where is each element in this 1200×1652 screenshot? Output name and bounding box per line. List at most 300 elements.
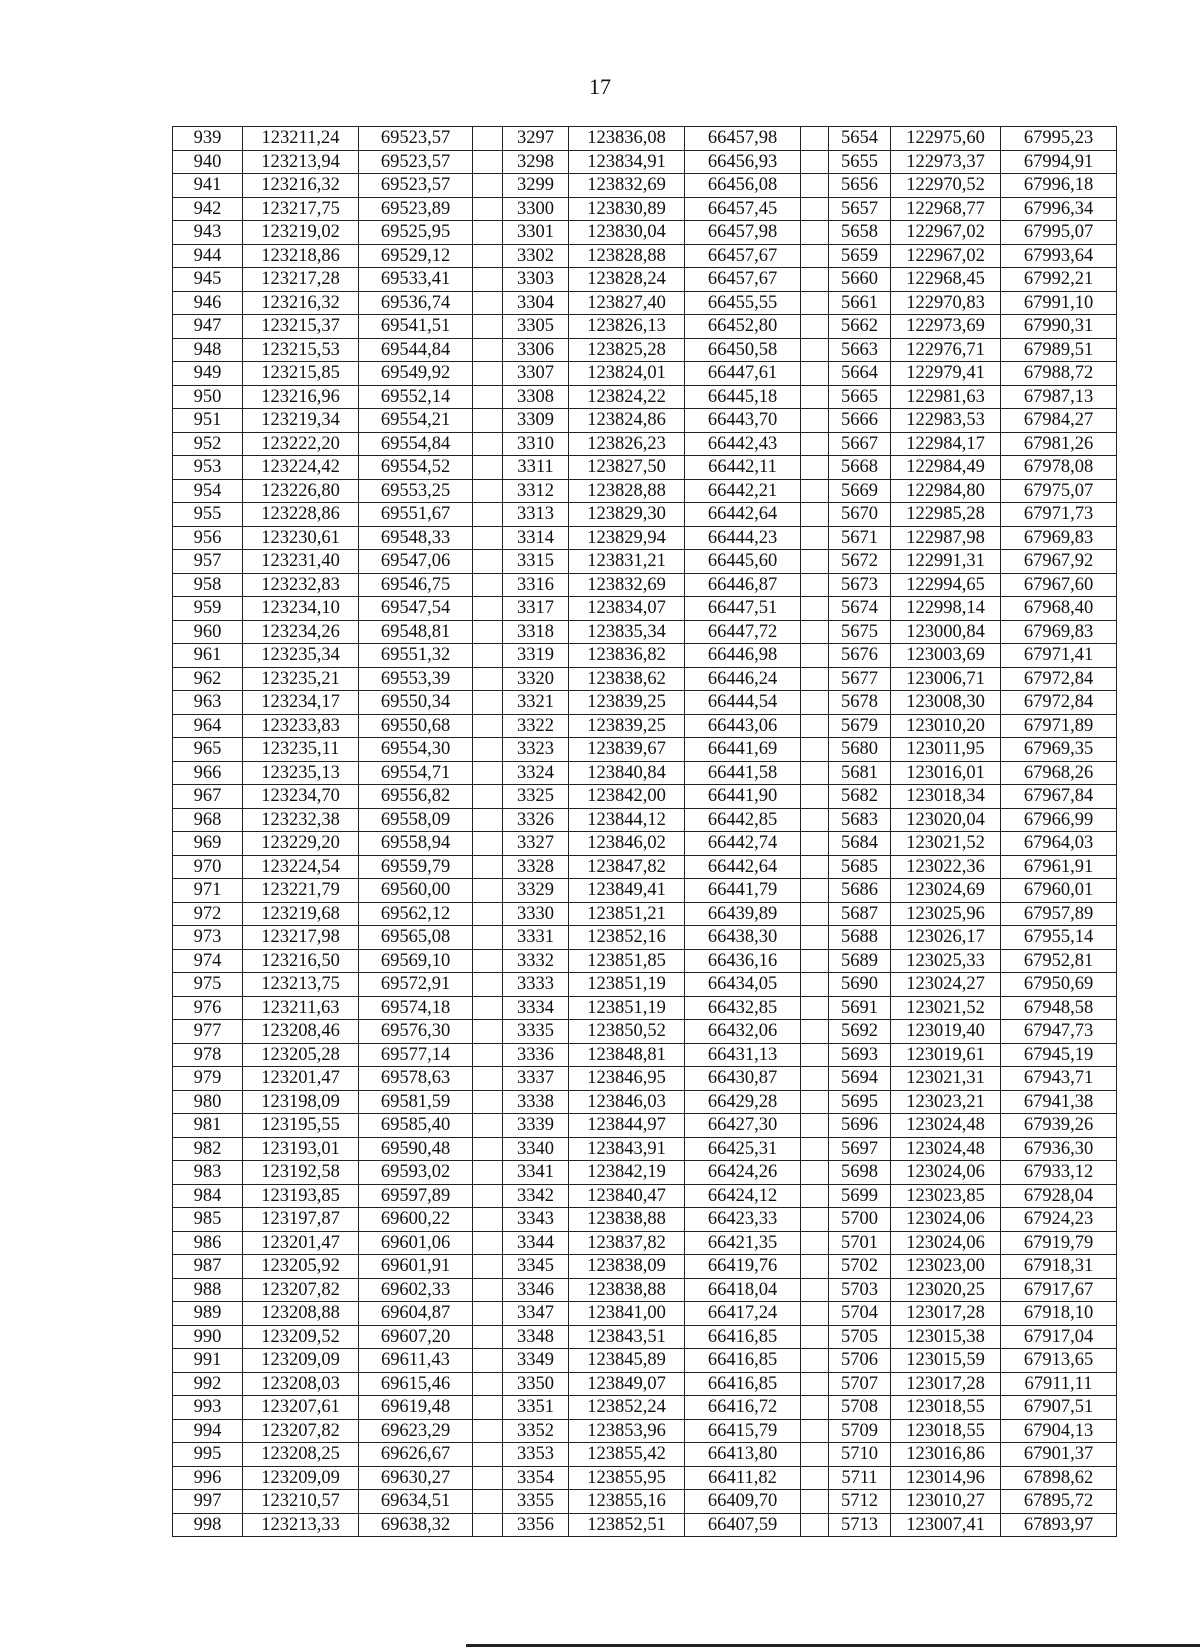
x-coordinate-a: 123208,88 (243, 1302, 359, 1326)
y-coordinate-b: 66445,18 (685, 385, 801, 409)
point-number-b: 3349 (503, 1349, 569, 1373)
table-row (173, 1443, 1117, 1467)
y-coordinate-a: 69558,09 (359, 808, 473, 832)
y-coordinate-c: 67967,60 (1001, 573, 1117, 597)
point-number-a: 940 (173, 150, 243, 174)
column-gap (801, 338, 829, 362)
y-coordinate-c: 67988,72 (1001, 362, 1117, 386)
point-number-a: 985 (173, 1208, 243, 1232)
y-coordinate-b: 66446,87 (685, 573, 801, 597)
y-coordinate-c: 67992,21 (1001, 268, 1117, 292)
point-number-b: 3331 (503, 926, 569, 950)
column-gap (473, 714, 503, 738)
table-row (173, 1161, 1117, 1185)
point-number-c: 5704 (829, 1302, 891, 1326)
column-gap (801, 785, 829, 809)
column-gap (801, 644, 829, 668)
y-coordinate-b: 66442,64 (685, 503, 801, 527)
point-number-c: 5684 (829, 832, 891, 856)
x-coordinate-c: 123023,21 (891, 1090, 1001, 1114)
y-coordinate-c: 67995,07 (1001, 221, 1117, 245)
table-row (173, 338, 1117, 362)
column-gap (473, 409, 503, 433)
x-coordinate-a: 123197,87 (243, 1208, 359, 1232)
y-coordinate-b: 66447,61 (685, 362, 801, 386)
point-number-a: 944 (173, 244, 243, 268)
point-number-c: 5693 (829, 1043, 891, 1067)
column-gap (473, 315, 503, 339)
point-number-a: 953 (173, 456, 243, 480)
table-row (173, 432, 1117, 456)
column-gap (473, 362, 503, 386)
x-coordinate-b: 123824,86 (569, 409, 685, 433)
y-coordinate-c: 67917,67 (1001, 1278, 1117, 1302)
x-coordinate-c: 122994,65 (891, 573, 1001, 597)
x-coordinate-b: 123832,69 (569, 573, 685, 597)
point-number-c: 5670 (829, 503, 891, 527)
x-coordinate-c: 123023,85 (891, 1184, 1001, 1208)
x-coordinate-c: 123015,59 (891, 1349, 1001, 1373)
column-gap (801, 174, 829, 198)
y-coordinate-a: 69546,75 (359, 573, 473, 597)
point-number-b: 3348 (503, 1325, 569, 1349)
x-coordinate-a: 123232,38 (243, 808, 359, 832)
column-gap (801, 1325, 829, 1349)
point-number-a: 963 (173, 691, 243, 715)
y-coordinate-a: 69593,02 (359, 1161, 473, 1185)
point-number-b: 3334 (503, 996, 569, 1020)
x-coordinate-a: 123209,52 (243, 1325, 359, 1349)
x-coordinate-b: 123847,82 (569, 855, 685, 879)
point-number-c: 5667 (829, 432, 891, 456)
point-number-b: 3322 (503, 714, 569, 738)
x-coordinate-c: 123022,36 (891, 855, 1001, 879)
y-coordinate-a: 69552,14 (359, 385, 473, 409)
y-coordinate-c: 67948,58 (1001, 996, 1117, 1020)
point-number-a: 987 (173, 1255, 243, 1279)
y-coordinate-c: 67928,04 (1001, 1184, 1117, 1208)
x-coordinate-c: 123020,25 (891, 1278, 1001, 1302)
point-number-c: 5686 (829, 879, 891, 903)
y-coordinate-a: 69562,12 (359, 902, 473, 926)
y-coordinate-c: 67901,37 (1001, 1443, 1117, 1467)
point-number-c: 5695 (829, 1090, 891, 1114)
y-coordinate-c: 67994,91 (1001, 150, 1117, 174)
y-coordinate-a: 69634,51 (359, 1490, 473, 1514)
table-row (173, 1490, 1117, 1514)
x-coordinate-a: 123213,33 (243, 1513, 359, 1537)
y-coordinate-a: 69523,57 (359, 150, 473, 174)
column-gap (801, 503, 829, 527)
y-coordinate-a: 69601,06 (359, 1231, 473, 1255)
y-coordinate-b: 66442,43 (685, 432, 801, 456)
point-number-c: 5690 (829, 973, 891, 997)
point-number-b: 3328 (503, 855, 569, 879)
point-number-b: 3326 (503, 808, 569, 832)
y-coordinate-a: 69600,22 (359, 1208, 473, 1232)
point-number-a: 939 (173, 127, 243, 151)
x-coordinate-b: 123852,16 (569, 926, 685, 950)
x-coordinate-a: 123226,80 (243, 479, 359, 503)
x-coordinate-a: 123233,83 (243, 714, 359, 738)
y-coordinate-c: 67911,11 (1001, 1372, 1117, 1396)
x-coordinate-c: 122991,31 (891, 550, 1001, 574)
y-coordinate-a: 69607,20 (359, 1325, 473, 1349)
x-coordinate-b: 123838,88 (569, 1208, 685, 1232)
x-coordinate-c: 123024,06 (891, 1161, 1001, 1185)
column-gap (473, 268, 503, 292)
x-coordinate-a: 123209,09 (243, 1466, 359, 1490)
y-coordinate-c: 67967,92 (1001, 550, 1117, 574)
x-coordinate-b: 123849,07 (569, 1372, 685, 1396)
point-number-c: 5672 (829, 550, 891, 574)
x-coordinate-b: 123826,13 (569, 315, 685, 339)
y-coordinate-b: 66424,26 (685, 1161, 801, 1185)
x-coordinate-c: 122970,83 (891, 291, 1001, 315)
y-coordinate-a: 69556,82 (359, 785, 473, 809)
y-coordinate-b: 66447,51 (685, 597, 801, 621)
point-number-a: 957 (173, 550, 243, 574)
column-gap (473, 432, 503, 456)
table-row (173, 949, 1117, 973)
x-coordinate-b: 123839,25 (569, 714, 685, 738)
point-number-b: 3340 (503, 1137, 569, 1161)
y-coordinate-b: 66441,90 (685, 785, 801, 809)
x-coordinate-c: 122984,17 (891, 432, 1001, 456)
y-coordinate-a: 69536,74 (359, 291, 473, 315)
y-coordinate-c: 67950,69 (1001, 973, 1117, 997)
x-coordinate-b: 123824,22 (569, 385, 685, 409)
point-number-a: 942 (173, 197, 243, 221)
table-row (173, 691, 1117, 715)
x-coordinate-b: 123852,51 (569, 1513, 685, 1537)
x-coordinate-b: 123838,88 (569, 1278, 685, 1302)
column-gap (801, 409, 829, 433)
point-number-c: 5711 (829, 1466, 891, 1490)
x-coordinate-b: 123834,07 (569, 597, 685, 621)
column-gap (473, 667, 503, 691)
column-gap (801, 127, 829, 151)
point-number-a: 996 (173, 1466, 243, 1490)
point-number-a: 971 (173, 879, 243, 903)
point-number-a: 986 (173, 1231, 243, 1255)
y-coordinate-a: 69611,43 (359, 1349, 473, 1373)
y-coordinate-c: 67961,91 (1001, 855, 1117, 879)
column-gap (801, 691, 829, 715)
point-number-a: 950 (173, 385, 243, 409)
point-number-c: 5664 (829, 362, 891, 386)
y-coordinate-c: 67971,89 (1001, 714, 1117, 738)
column-gap (801, 1490, 829, 1514)
x-coordinate-a: 123208,25 (243, 1443, 359, 1467)
point-number-c: 5658 (829, 221, 891, 245)
x-coordinate-c: 123025,96 (891, 902, 1001, 926)
point-number-c: 5699 (829, 1184, 891, 1208)
x-coordinate-c: 122973,37 (891, 150, 1001, 174)
point-number-b: 3351 (503, 1396, 569, 1420)
point-number-a: 955 (173, 503, 243, 527)
column-gap (801, 315, 829, 339)
column-gap (801, 620, 829, 644)
y-coordinate-c: 67924,23 (1001, 1208, 1117, 1232)
point-number-a: 959 (173, 597, 243, 621)
point-number-b: 3321 (503, 691, 569, 715)
column-gap (801, 808, 829, 832)
column-gap (801, 996, 829, 1020)
point-number-a: 952 (173, 432, 243, 456)
y-coordinate-c: 67952,81 (1001, 949, 1117, 973)
y-coordinate-a: 69560,00 (359, 879, 473, 903)
column-gap (801, 1419, 829, 1443)
column-gap (473, 174, 503, 198)
x-coordinate-b: 123842,00 (569, 785, 685, 809)
x-coordinate-a: 123234,10 (243, 597, 359, 621)
y-coordinate-a: 69549,92 (359, 362, 473, 386)
x-coordinate-b: 123830,04 (569, 221, 685, 245)
y-coordinate-b: 66442,11 (685, 456, 801, 480)
column-gap (473, 385, 503, 409)
x-coordinate-b: 123836,08 (569, 127, 685, 151)
x-coordinate-c: 122985,28 (891, 503, 1001, 527)
x-coordinate-b: 123844,97 (569, 1114, 685, 1138)
x-coordinate-a: 123234,70 (243, 785, 359, 809)
y-coordinate-b: 66416,85 (685, 1325, 801, 1349)
y-coordinate-c: 67918,10 (1001, 1302, 1117, 1326)
x-coordinate-b: 123846,03 (569, 1090, 685, 1114)
point-number-b: 3343 (503, 1208, 569, 1232)
x-coordinate-c: 123018,55 (891, 1419, 1001, 1443)
y-coordinate-a: 69553,39 (359, 667, 473, 691)
point-number-b: 3327 (503, 832, 569, 856)
table-row (173, 714, 1117, 738)
point-number-a: 977 (173, 1020, 243, 1044)
y-coordinate-a: 69601,91 (359, 1255, 473, 1279)
x-coordinate-a: 123219,34 (243, 409, 359, 433)
x-coordinate-a: 123215,85 (243, 362, 359, 386)
point-number-c: 5656 (829, 174, 891, 198)
column-gap (801, 573, 829, 597)
x-coordinate-c: 123016,86 (891, 1443, 1001, 1467)
x-coordinate-c: 123019,61 (891, 1043, 1001, 1067)
point-number-a: 966 (173, 761, 243, 785)
x-coordinate-a: 123228,86 (243, 503, 359, 527)
point-number-b: 3319 (503, 644, 569, 668)
point-number-b: 3345 (503, 1255, 569, 1279)
x-coordinate-a: 123229,20 (243, 832, 359, 856)
x-coordinate-c: 123021,31 (891, 1067, 1001, 1091)
point-number-b: 3305 (503, 315, 569, 339)
y-coordinate-a: 69558,94 (359, 832, 473, 856)
column-gap (801, 832, 829, 856)
column-gap (801, 738, 829, 762)
column-gap (473, 1208, 503, 1232)
table-row (173, 667, 1117, 691)
x-coordinate-c: 123003,69 (891, 644, 1001, 668)
x-coordinate-b: 123845,89 (569, 1349, 685, 1373)
page-number: 17 (589, 74, 611, 99)
x-coordinate-a: 123216,50 (243, 949, 359, 973)
x-coordinate-b: 123850,52 (569, 1020, 685, 1044)
point-number-c: 5687 (829, 902, 891, 926)
y-coordinate-c: 67941,38 (1001, 1090, 1117, 1114)
column-gap (473, 785, 503, 809)
y-coordinate-b: 66416,85 (685, 1372, 801, 1396)
y-coordinate-c: 67978,08 (1001, 456, 1117, 480)
point-number-a: 983 (173, 1161, 243, 1185)
y-coordinate-b: 66457,98 (685, 221, 801, 245)
y-coordinate-b: 66423,33 (685, 1208, 801, 1232)
x-coordinate-b: 123829,94 (569, 526, 685, 550)
y-coordinate-c: 67972,84 (1001, 667, 1117, 691)
column-gap (473, 1396, 503, 1420)
x-coordinate-c: 122998,14 (891, 597, 1001, 621)
x-coordinate-a: 123213,75 (243, 973, 359, 997)
y-coordinate-b: 66457,67 (685, 268, 801, 292)
column-gap (473, 855, 503, 879)
y-coordinate-b: 66418,04 (685, 1278, 801, 1302)
y-coordinate-b: 66424,12 (685, 1184, 801, 1208)
column-gap (473, 597, 503, 621)
y-coordinate-c: 67947,73 (1001, 1020, 1117, 1044)
y-coordinate-c: 67955,14 (1001, 926, 1117, 950)
point-number-c: 5701 (829, 1231, 891, 1255)
x-coordinate-b: 123828,24 (569, 268, 685, 292)
point-number-a: 958 (173, 573, 243, 597)
x-coordinate-a: 123217,98 (243, 926, 359, 950)
x-coordinate-b: 123827,50 (569, 456, 685, 480)
column-gap (473, 1466, 503, 1490)
table-row (173, 597, 1117, 621)
table-row (173, 902, 1117, 926)
point-number-b: 3298 (503, 150, 569, 174)
table-row (173, 315, 1117, 339)
y-coordinate-a: 69577,14 (359, 1043, 473, 1067)
x-coordinate-a: 123207,82 (243, 1419, 359, 1443)
x-coordinate-c: 123020,04 (891, 808, 1001, 832)
column-gap (801, 1466, 829, 1490)
point-number-a: 949 (173, 362, 243, 386)
point-number-a: 975 (173, 973, 243, 997)
column-gap (473, 1161, 503, 1185)
point-number-a: 964 (173, 714, 243, 738)
table-row (173, 926, 1117, 950)
point-number-c: 5694 (829, 1067, 891, 1091)
y-coordinate-a: 69550,34 (359, 691, 473, 715)
column-gap (801, 526, 829, 550)
point-number-c: 5671 (829, 526, 891, 550)
x-coordinate-c: 123016,01 (891, 761, 1001, 785)
column-gap (473, 503, 503, 527)
point-number-a: 989 (173, 1302, 243, 1326)
column-gap (801, 1114, 829, 1138)
point-number-a: 988 (173, 1278, 243, 1302)
table-row (173, 456, 1117, 480)
point-number-a: 980 (173, 1090, 243, 1114)
column-gap (473, 1372, 503, 1396)
y-coordinate-b: 66411,82 (685, 1466, 801, 1490)
x-coordinate-a: 123208,46 (243, 1020, 359, 1044)
x-coordinate-a: 123211,24 (243, 127, 359, 151)
x-coordinate-b: 123828,88 (569, 244, 685, 268)
x-coordinate-c: 122983,53 (891, 409, 1001, 433)
point-number-c: 5710 (829, 1443, 891, 1467)
y-coordinate-a: 69623,29 (359, 1419, 473, 1443)
y-coordinate-b: 66439,89 (685, 902, 801, 926)
y-coordinate-c: 67913,65 (1001, 1349, 1117, 1373)
column-gap (801, 432, 829, 456)
y-coordinate-b: 66442,64 (685, 855, 801, 879)
column-gap (801, 1231, 829, 1255)
y-coordinate-c: 67960,01 (1001, 879, 1117, 903)
table-row (173, 526, 1117, 550)
x-coordinate-b: 123824,01 (569, 362, 685, 386)
table-row (173, 1419, 1117, 1443)
point-number-a: 968 (173, 808, 243, 832)
point-number-c: 5703 (829, 1278, 891, 1302)
point-number-a: 990 (173, 1325, 243, 1349)
y-coordinate-b: 66416,72 (685, 1396, 801, 1420)
column-gap (801, 1349, 829, 1373)
column-gap (801, 456, 829, 480)
point-number-c: 5669 (829, 479, 891, 503)
y-coordinate-c: 67904,13 (1001, 1419, 1117, 1443)
column-gap (473, 197, 503, 221)
y-coordinate-b: 66457,45 (685, 197, 801, 221)
y-coordinate-c: 67936,30 (1001, 1137, 1117, 1161)
table-row (173, 1372, 1117, 1396)
column-gap (473, 550, 503, 574)
point-number-c: 5673 (829, 573, 891, 597)
y-coordinate-b: 66442,74 (685, 832, 801, 856)
x-coordinate-c: 122984,49 (891, 456, 1001, 480)
y-coordinate-b: 66436,16 (685, 949, 801, 973)
column-gap (801, 221, 829, 245)
column-gap (801, 714, 829, 738)
table-row (173, 1020, 1117, 1044)
column-gap (801, 197, 829, 221)
column-gap (473, 644, 503, 668)
point-number-b: 3347 (503, 1302, 569, 1326)
column-gap (473, 1067, 503, 1091)
point-number-c: 5702 (829, 1255, 891, 1279)
point-number-b: 3342 (503, 1184, 569, 1208)
point-number-c: 5681 (829, 761, 891, 785)
table-row (173, 1067, 1117, 1091)
x-coordinate-a: 123235,34 (243, 644, 359, 668)
column-gap (473, 1043, 503, 1067)
bottom-rule (466, 1644, 1200, 1647)
y-coordinate-c: 67967,84 (1001, 785, 1117, 809)
column-gap (473, 620, 503, 644)
table-row (173, 620, 1117, 644)
column-gap (473, 1443, 503, 1467)
y-coordinate-a: 69559,79 (359, 855, 473, 879)
point-number-b: 3303 (503, 268, 569, 292)
x-coordinate-a: 123207,82 (243, 1278, 359, 1302)
point-number-a: 946 (173, 291, 243, 315)
x-coordinate-a: 123222,20 (243, 432, 359, 456)
point-number-c: 5712 (829, 1490, 891, 1514)
column-gap (473, 221, 503, 245)
x-coordinate-a: 123218,86 (243, 244, 359, 268)
y-coordinate-a: 69523,57 (359, 174, 473, 198)
point-number-b: 3311 (503, 456, 569, 480)
point-number-c: 5666 (829, 409, 891, 433)
point-number-c: 5675 (829, 620, 891, 644)
column-gap (801, 1090, 829, 1114)
point-number-c: 5682 (829, 785, 891, 809)
column-gap (801, 1372, 829, 1396)
